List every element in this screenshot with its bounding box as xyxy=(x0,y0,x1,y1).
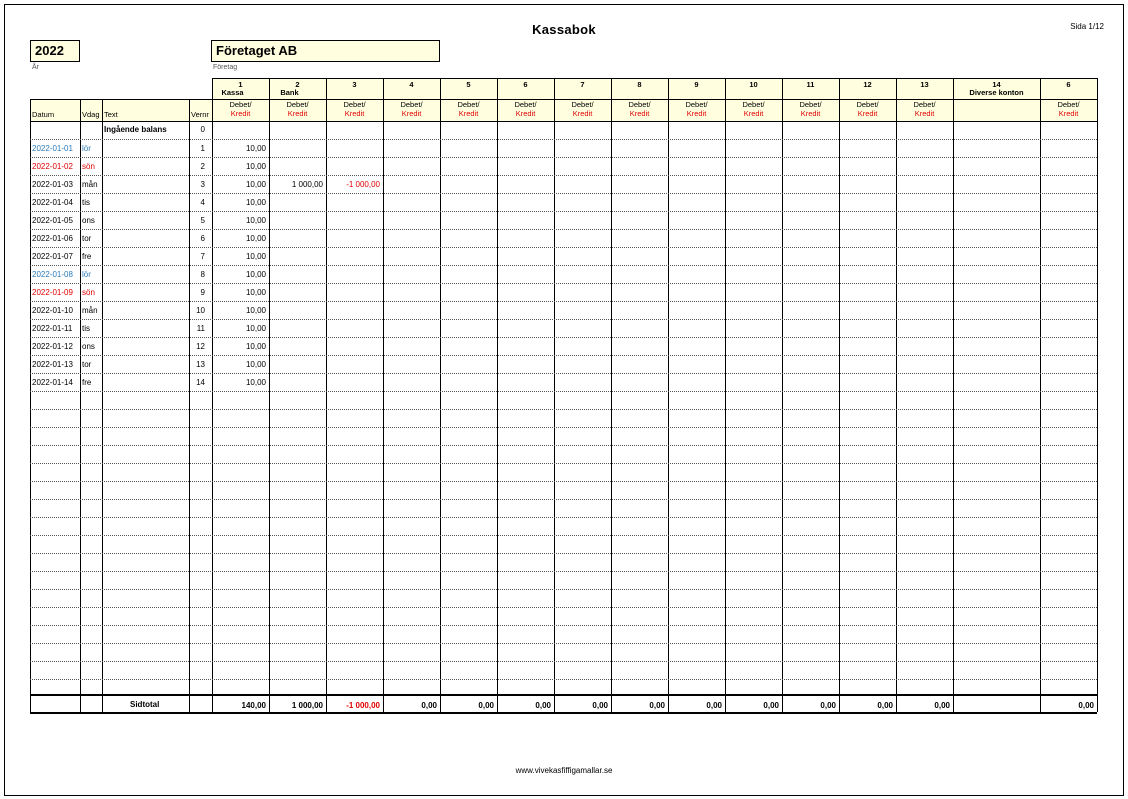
debit-label: Debet/ xyxy=(514,100,537,109)
row-weekday: fre xyxy=(82,252,92,261)
row-vernr: 1 xyxy=(200,144,205,153)
company-field[interactable]: Företaget AB xyxy=(211,40,440,62)
credit-label: Kredit xyxy=(800,109,821,118)
row-divider xyxy=(30,355,1097,356)
row-weekday: ons xyxy=(82,216,95,225)
grid-vline xyxy=(725,78,726,712)
credit-label: Kredit xyxy=(572,109,593,118)
row-kassa: 10,00 xyxy=(245,270,266,279)
grid-vline xyxy=(440,78,441,712)
account-number: 10 xyxy=(749,80,758,89)
grid-vline xyxy=(497,78,498,712)
debit-label: Debet/ xyxy=(229,100,252,109)
grid-vline xyxy=(839,78,840,712)
account-number: 11 xyxy=(806,80,815,89)
row-divider xyxy=(30,229,1097,230)
row-weekday: lör xyxy=(82,270,91,279)
row-divider xyxy=(30,175,1097,176)
row-kassa: 10,00 xyxy=(245,144,266,153)
account-number: 14 xyxy=(992,80,1001,89)
row-vernr: 9 xyxy=(200,288,205,297)
row-account-3: -1 000,00 xyxy=(346,180,380,189)
row-date: 2022-01-04 xyxy=(32,198,73,207)
subtotal-value: 0,00 xyxy=(706,701,722,710)
weekday-header: Vdag xyxy=(82,110,100,119)
opening-vernr: 0 xyxy=(200,125,205,134)
account-number: 5 xyxy=(466,80,471,89)
grid-vline xyxy=(554,78,555,712)
row-date: 2022-01-12 xyxy=(32,342,73,351)
grid-vline xyxy=(30,99,31,712)
subtotal-value: 0,00 xyxy=(592,701,608,710)
opening-balance-text: Ingående balans xyxy=(104,125,167,134)
footer-url[interactable]: www.vivekasfiffigamallar.se xyxy=(515,766,613,775)
row-vernr: 7 xyxy=(200,252,205,261)
account-name: Bank xyxy=(280,88,299,97)
row-kassa: 10,00 xyxy=(245,234,266,243)
credit-label: Kredit xyxy=(1058,109,1079,118)
debit-label: Debet/ xyxy=(913,100,936,109)
row-weekday: tor xyxy=(82,360,92,369)
row-vernr: 8 xyxy=(200,270,205,279)
subtotal-value: 0,00 xyxy=(877,701,893,710)
row-divider xyxy=(30,445,1097,446)
row-kassa: 10,00 xyxy=(245,216,266,225)
debit-label: Debet/ xyxy=(685,100,708,109)
debit-label: Debet/ xyxy=(343,100,366,109)
row-date: 2022-01-10 xyxy=(32,306,73,315)
totals-bottom-line xyxy=(30,712,1097,714)
account-number: 3 xyxy=(352,80,357,89)
row-divider xyxy=(30,571,1097,572)
row-date: 2022-01-08 xyxy=(32,270,73,279)
row-vernr: 4 xyxy=(200,198,205,207)
row-divider xyxy=(30,193,1097,194)
row-kassa: 10,00 xyxy=(245,252,266,261)
subtotal-value: 0,00 xyxy=(649,701,665,710)
row-weekday: mån xyxy=(82,180,98,189)
account-number: 13 xyxy=(920,80,929,89)
row-divider xyxy=(30,499,1097,500)
grid-vline xyxy=(896,78,897,712)
debit-label: Debet/ xyxy=(457,100,480,109)
grid-vline xyxy=(668,78,669,712)
row-weekday: tis xyxy=(82,198,90,207)
subtotal-value: 0,00 xyxy=(478,701,494,710)
debit-label: Debet/ xyxy=(400,100,423,109)
grid-hline xyxy=(30,121,1097,122)
row-divider xyxy=(30,247,1097,248)
grid-vline xyxy=(1040,78,1041,712)
row-kassa: 10,00 xyxy=(245,378,266,387)
row-vernr: 6 xyxy=(200,234,205,243)
debit-label: Debet/ xyxy=(799,100,822,109)
row-kassa: 10,00 xyxy=(245,180,266,189)
credit-label: Kredit xyxy=(686,109,707,118)
account-number: 7 xyxy=(580,80,585,89)
subtotal-value: 0,00 xyxy=(763,701,779,710)
grid-vline xyxy=(212,78,213,712)
grid-hline xyxy=(30,99,1097,100)
row-divider xyxy=(30,625,1097,626)
grid-vline xyxy=(269,78,270,712)
row-divider xyxy=(30,265,1097,266)
debit-label: Debet/ xyxy=(286,100,309,109)
row-divider xyxy=(30,643,1097,644)
vernr-header: Vernr xyxy=(191,110,209,119)
grid-vline xyxy=(189,99,190,712)
row-date: 2022-01-13 xyxy=(32,360,73,369)
credit-label: Kredit xyxy=(857,109,878,118)
grid-vline xyxy=(1097,78,1098,712)
row-divider xyxy=(30,319,1097,320)
text-header: Text xyxy=(104,110,118,119)
year-field[interactable]: 2022 xyxy=(30,40,80,62)
credit-label: Kredit xyxy=(743,109,764,118)
row-kassa: 10,00 xyxy=(245,324,266,333)
subtotal-value: 1 000,00 xyxy=(291,701,323,710)
company-label: Företag xyxy=(213,64,238,71)
grid-vline xyxy=(80,99,81,712)
row-date: 2022-01-02 xyxy=(32,162,73,171)
account-number: 4 xyxy=(409,80,414,89)
row-divider xyxy=(30,157,1097,158)
row-divider xyxy=(30,463,1097,464)
credit-label: Kredit xyxy=(515,109,536,118)
row-divider xyxy=(30,283,1097,284)
row-divider xyxy=(30,391,1097,392)
row-bank: 1 000,00 xyxy=(291,180,323,189)
debit-label: Debet/ xyxy=(571,100,594,109)
credit-label: Kredit xyxy=(914,109,935,118)
row-vernr: 12 xyxy=(196,342,205,351)
row-kassa: 10,00 xyxy=(245,360,266,369)
row-divider xyxy=(30,553,1097,554)
subtotal-value: 140,00 xyxy=(241,701,266,710)
year-label: År xyxy=(32,64,39,71)
account-number: 6 xyxy=(523,80,528,89)
row-divider xyxy=(30,589,1097,590)
account-name: Kassa xyxy=(221,88,244,97)
row-divider xyxy=(30,427,1097,428)
row-divider xyxy=(30,517,1097,518)
subtotal-value: 0,00 xyxy=(820,701,836,710)
debit-label: Debet/ xyxy=(1057,100,1080,109)
row-kassa: 10,00 xyxy=(245,162,266,171)
row-date: 2022-01-14 xyxy=(32,378,73,387)
grid-vline xyxy=(782,78,783,712)
row-divider xyxy=(30,679,1097,680)
row-kassa: 10,00 xyxy=(245,198,266,207)
credit-label: Kredit xyxy=(344,109,365,118)
row-date: 2022-01-01 xyxy=(32,144,73,153)
grid-vline xyxy=(953,78,954,712)
row-divider xyxy=(30,211,1097,212)
row-date: 2022-01-07 xyxy=(32,252,73,261)
page-title: Kassabok xyxy=(532,22,596,37)
row-kassa: 10,00 xyxy=(245,306,266,315)
debit-label: Debet/ xyxy=(856,100,879,109)
credit-label: Kredit xyxy=(458,109,479,118)
row-weekday: sön xyxy=(82,162,95,171)
row-kassa: 10,00 xyxy=(245,342,266,351)
totals-top-line xyxy=(30,694,1097,696)
row-weekday: sön xyxy=(82,288,95,297)
row-date: 2022-01-09 xyxy=(32,288,73,297)
credit-label: Kredit xyxy=(629,109,650,118)
row-vernr: 14 xyxy=(196,378,205,387)
account-number: 2 xyxy=(295,80,300,89)
row-divider xyxy=(30,607,1097,608)
row-divider xyxy=(30,373,1097,374)
grid-vline xyxy=(383,78,384,712)
credit-label: Kredit xyxy=(401,109,422,118)
grid-vline xyxy=(102,99,103,712)
row-vernr: 13 xyxy=(196,360,205,369)
subtotal-value: 0,00 xyxy=(934,701,950,710)
row-date: 2022-01-11 xyxy=(32,324,73,333)
row-weekday: lör xyxy=(82,144,91,153)
row-divider xyxy=(30,337,1097,338)
credit-label: Kredit xyxy=(230,109,251,118)
row-divider xyxy=(30,139,1097,140)
row-weekday: ons xyxy=(82,342,95,351)
grid-vline xyxy=(326,78,327,712)
date-header: Datum xyxy=(32,110,55,119)
row-kassa: 10,00 xyxy=(245,288,266,297)
account-number: 9 xyxy=(694,80,699,89)
debit-label: Debet/ xyxy=(742,100,765,109)
row-date: 2022-01-06 xyxy=(32,234,73,243)
subtotal-value: 0,00 xyxy=(1078,701,1094,710)
row-weekday: tis xyxy=(82,324,90,333)
row-weekday: mån xyxy=(82,306,98,315)
credit-label: Kredit xyxy=(287,109,308,118)
account-number: 12 xyxy=(863,80,872,89)
subtotal-value: 0,00 xyxy=(535,701,551,710)
row-date: 2022-01-03 xyxy=(32,180,73,189)
row-weekday: fre xyxy=(82,378,92,387)
row-vernr: 11 xyxy=(196,324,205,333)
row-vernr: 5 xyxy=(200,216,205,225)
row-vernr: 10 xyxy=(196,306,205,315)
subtotal-value: -1 000,00 xyxy=(346,701,380,710)
account-number: 1 xyxy=(238,80,243,89)
account-number: 6 xyxy=(1066,80,1071,89)
debit-label: Debet/ xyxy=(628,100,651,109)
account-number: 8 xyxy=(637,80,642,89)
subtotal-label: Sidtotal xyxy=(130,700,160,709)
subtotal-value: 0,00 xyxy=(421,701,437,710)
row-vernr: 2 xyxy=(200,162,205,171)
row-divider xyxy=(30,661,1097,662)
account-name: Diverse konton xyxy=(969,88,1024,97)
row-divider xyxy=(30,409,1097,410)
row-divider xyxy=(30,535,1097,536)
grid-vline xyxy=(611,78,612,712)
row-divider xyxy=(30,301,1097,302)
row-date: 2022-01-05 xyxy=(32,216,73,225)
grid-hline xyxy=(212,78,1097,79)
row-weekday: tor xyxy=(82,234,92,243)
row-vernr: 3 xyxy=(200,180,205,189)
page-frame xyxy=(4,4,1124,796)
row-divider xyxy=(30,481,1097,482)
page-number: Sida 1/12 xyxy=(1070,22,1104,31)
